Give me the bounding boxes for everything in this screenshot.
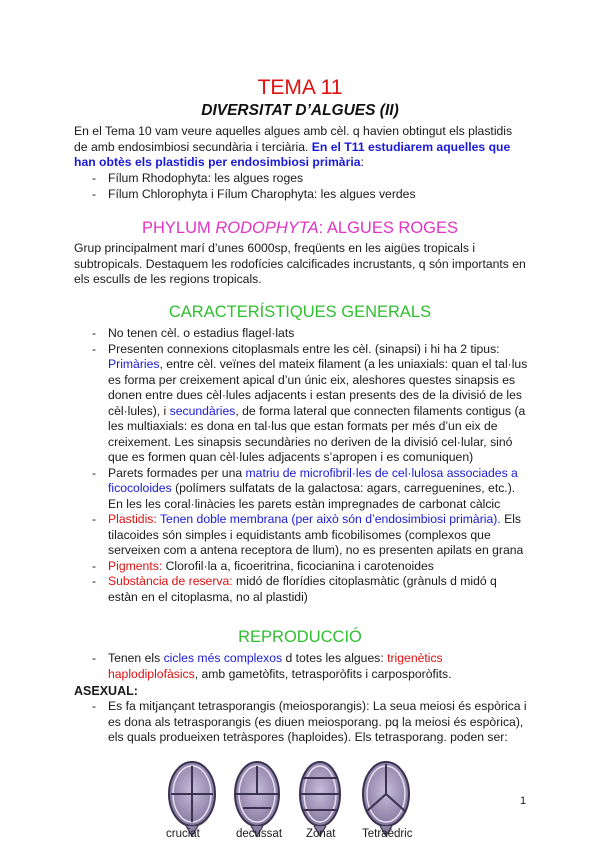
text: Tenen els: [108, 651, 164, 665]
term-secundaries: secundàries: [169, 403, 236, 418]
text: (polímers sulfatats de la galactosa: agars, carreguenines, etc.). En les les coral·linàcies les parets estàn impregnades de carbonat càlcic: [108, 481, 516, 511]
text: , entre cèl. veïnes del mateix filament (a les uniaxials: quan el tal·lus es forma per creixement apical d’un únic eix, aleshores questes sinapsis es donen entre dues cèl·lules adjacents i estan presents des de la divisió de les cèl·lules), i: [108, 357, 528, 418]
list-item: - Es fa mitjançant tetrasporangis (meiosporangis): La seua meiosi és espòrica i es dona als tetrasporangis (es diuen meiosporang. pq la meiosi és espòrica), els quals produeixen tetràspores (haploides). Els tetrasporang. poden ser:: [92, 699, 528, 746]
heading-text: : ALGUES ROGES: [318, 219, 459, 237]
asexual-list: [92, 699, 528, 746]
list-item: [92, 559, 528, 575]
term-trigenetics: trigenètics haplodiplofàsics: [108, 651, 443, 681]
intro-paragraph: [74, 124, 528, 171]
text: midó de florídies citoplasmàtic (grànuls d midó q estàn en el citoplasma, no al plastidi): [108, 574, 497, 604]
cruciat-sporangium: [169, 762, 215, 836]
heading-italic: RODOPHYTA: [215, 219, 319, 237]
list-item: [92, 574, 528, 605]
term-doble-membrana: Tenen doble membrana (per això són d’endosimbiosi primària).: [156, 512, 501, 526]
intro-list: [92, 171, 528, 202]
zonat-sporangium: [300, 762, 340, 836]
term-cicles: cicles més complexos: [163, 651, 283, 665]
intro-end: :: [360, 155, 364, 169]
asexual-label: ASEXUAL:: [74, 684, 138, 698]
text: Parets formades per una: [108, 465, 246, 480]
text: Els tilacoides són simples i equidistants amb ficobilisomes (complexos que serveixen com a antena receptora de llum), no es presenten apilats en grana: [108, 512, 524, 557]
caracteristiques-list: [92, 326, 528, 605]
figure-label-decussat: decussat: [236, 828, 283, 840]
heading-text: PHYLUM: [141, 219, 216, 237]
rodophyta-paragraph: Grup principalment marí d’unes 6000sp, freqüents en les aigües tropicals i subtropicals. Destaquem les rodofícies calcificades incrustants, q són importants en els esculls de les regions tropicals.: [74, 241, 526, 286]
term-substancia: Substància de reserva:: [108, 574, 233, 588]
list-item: [92, 342, 528, 466]
text: , de forma lateral que connecten filaments contigus (a les multiaxials: es dona en tal·lus que estan formats per més d’un eix de creixement. Les sinapsis secundàries no deriven de la divisió cel·lular, sinó que es formen quan cèl·lules adjacents s’apropen i es comuniquen): [108, 403, 526, 464]
figure-label-zonat: Zonat: [306, 828, 336, 840]
text: Presenten connexions citoplasmals entre les cèl. (sinapsi) i hi ha 2 tipus:: [108, 341, 500, 356]
list-item: - Fílum Rhodophyta: les algues roges: [92, 171, 528, 187]
figure-label-tetraedric: Tetraèdric: [362, 828, 413, 840]
page-subtitle: DIVERSITAT D’ALGUES (II): [201, 102, 399, 119]
list-item: [92, 466, 528, 513]
page-number: 1: [520, 795, 527, 807]
text: , amb gametòfits, tetrasporòfits i carposporòfits.: [194, 666, 452, 681]
list-item: [92, 512, 528, 559]
rodophyta-heading: [0, 219, 600, 238]
caracteristiques-heading: CARACTERÍSTIQUES GENERALS: [168, 303, 432, 321]
decussat-sporangium: [235, 762, 279, 836]
text: d totes les algues:: [282, 651, 388, 665]
tetraedric-sporangium: [363, 762, 409, 836]
reproduccio-list: [92, 651, 528, 682]
intro-text: En el Tema 10 vam veure aquelles algues amb cèl. q havien obtingut els plastidis de amb endosimbiosi secundària i terciària.: [74, 124, 513, 154]
list-item: [92, 651, 528, 682]
page-title: TEMA 11: [257, 76, 343, 99]
intro-highlight: En el T11 estudiarem aquelles que han obtès els plastidis per endosimbiosi primària: [74, 139, 511, 169]
term-plastidis: Plastidis:: [108, 512, 157, 526]
text: Clorofil·la a, ficoeritrina, ficocianina i carotenoides: [162, 558, 434, 573]
figure-label-cruciat: cruciat: [166, 828, 200, 840]
list-item: - No tenen cèl. o estadius flagel·lats: [92, 326, 528, 342]
term-primaries: Primàries: [108, 357, 160, 371]
term-matriu: matriu de microfibril·les de cel·lulosa associades a ficocoloides: [108, 465, 518, 495]
reproduccio-heading: REPRODUCCIÓ: [238, 628, 362, 646]
list-item: - Fílum Chlorophyta i Fílum Charophyta: les algues verdes: [92, 187, 528, 203]
term-pigments: Pigments:: [108, 558, 163, 573]
